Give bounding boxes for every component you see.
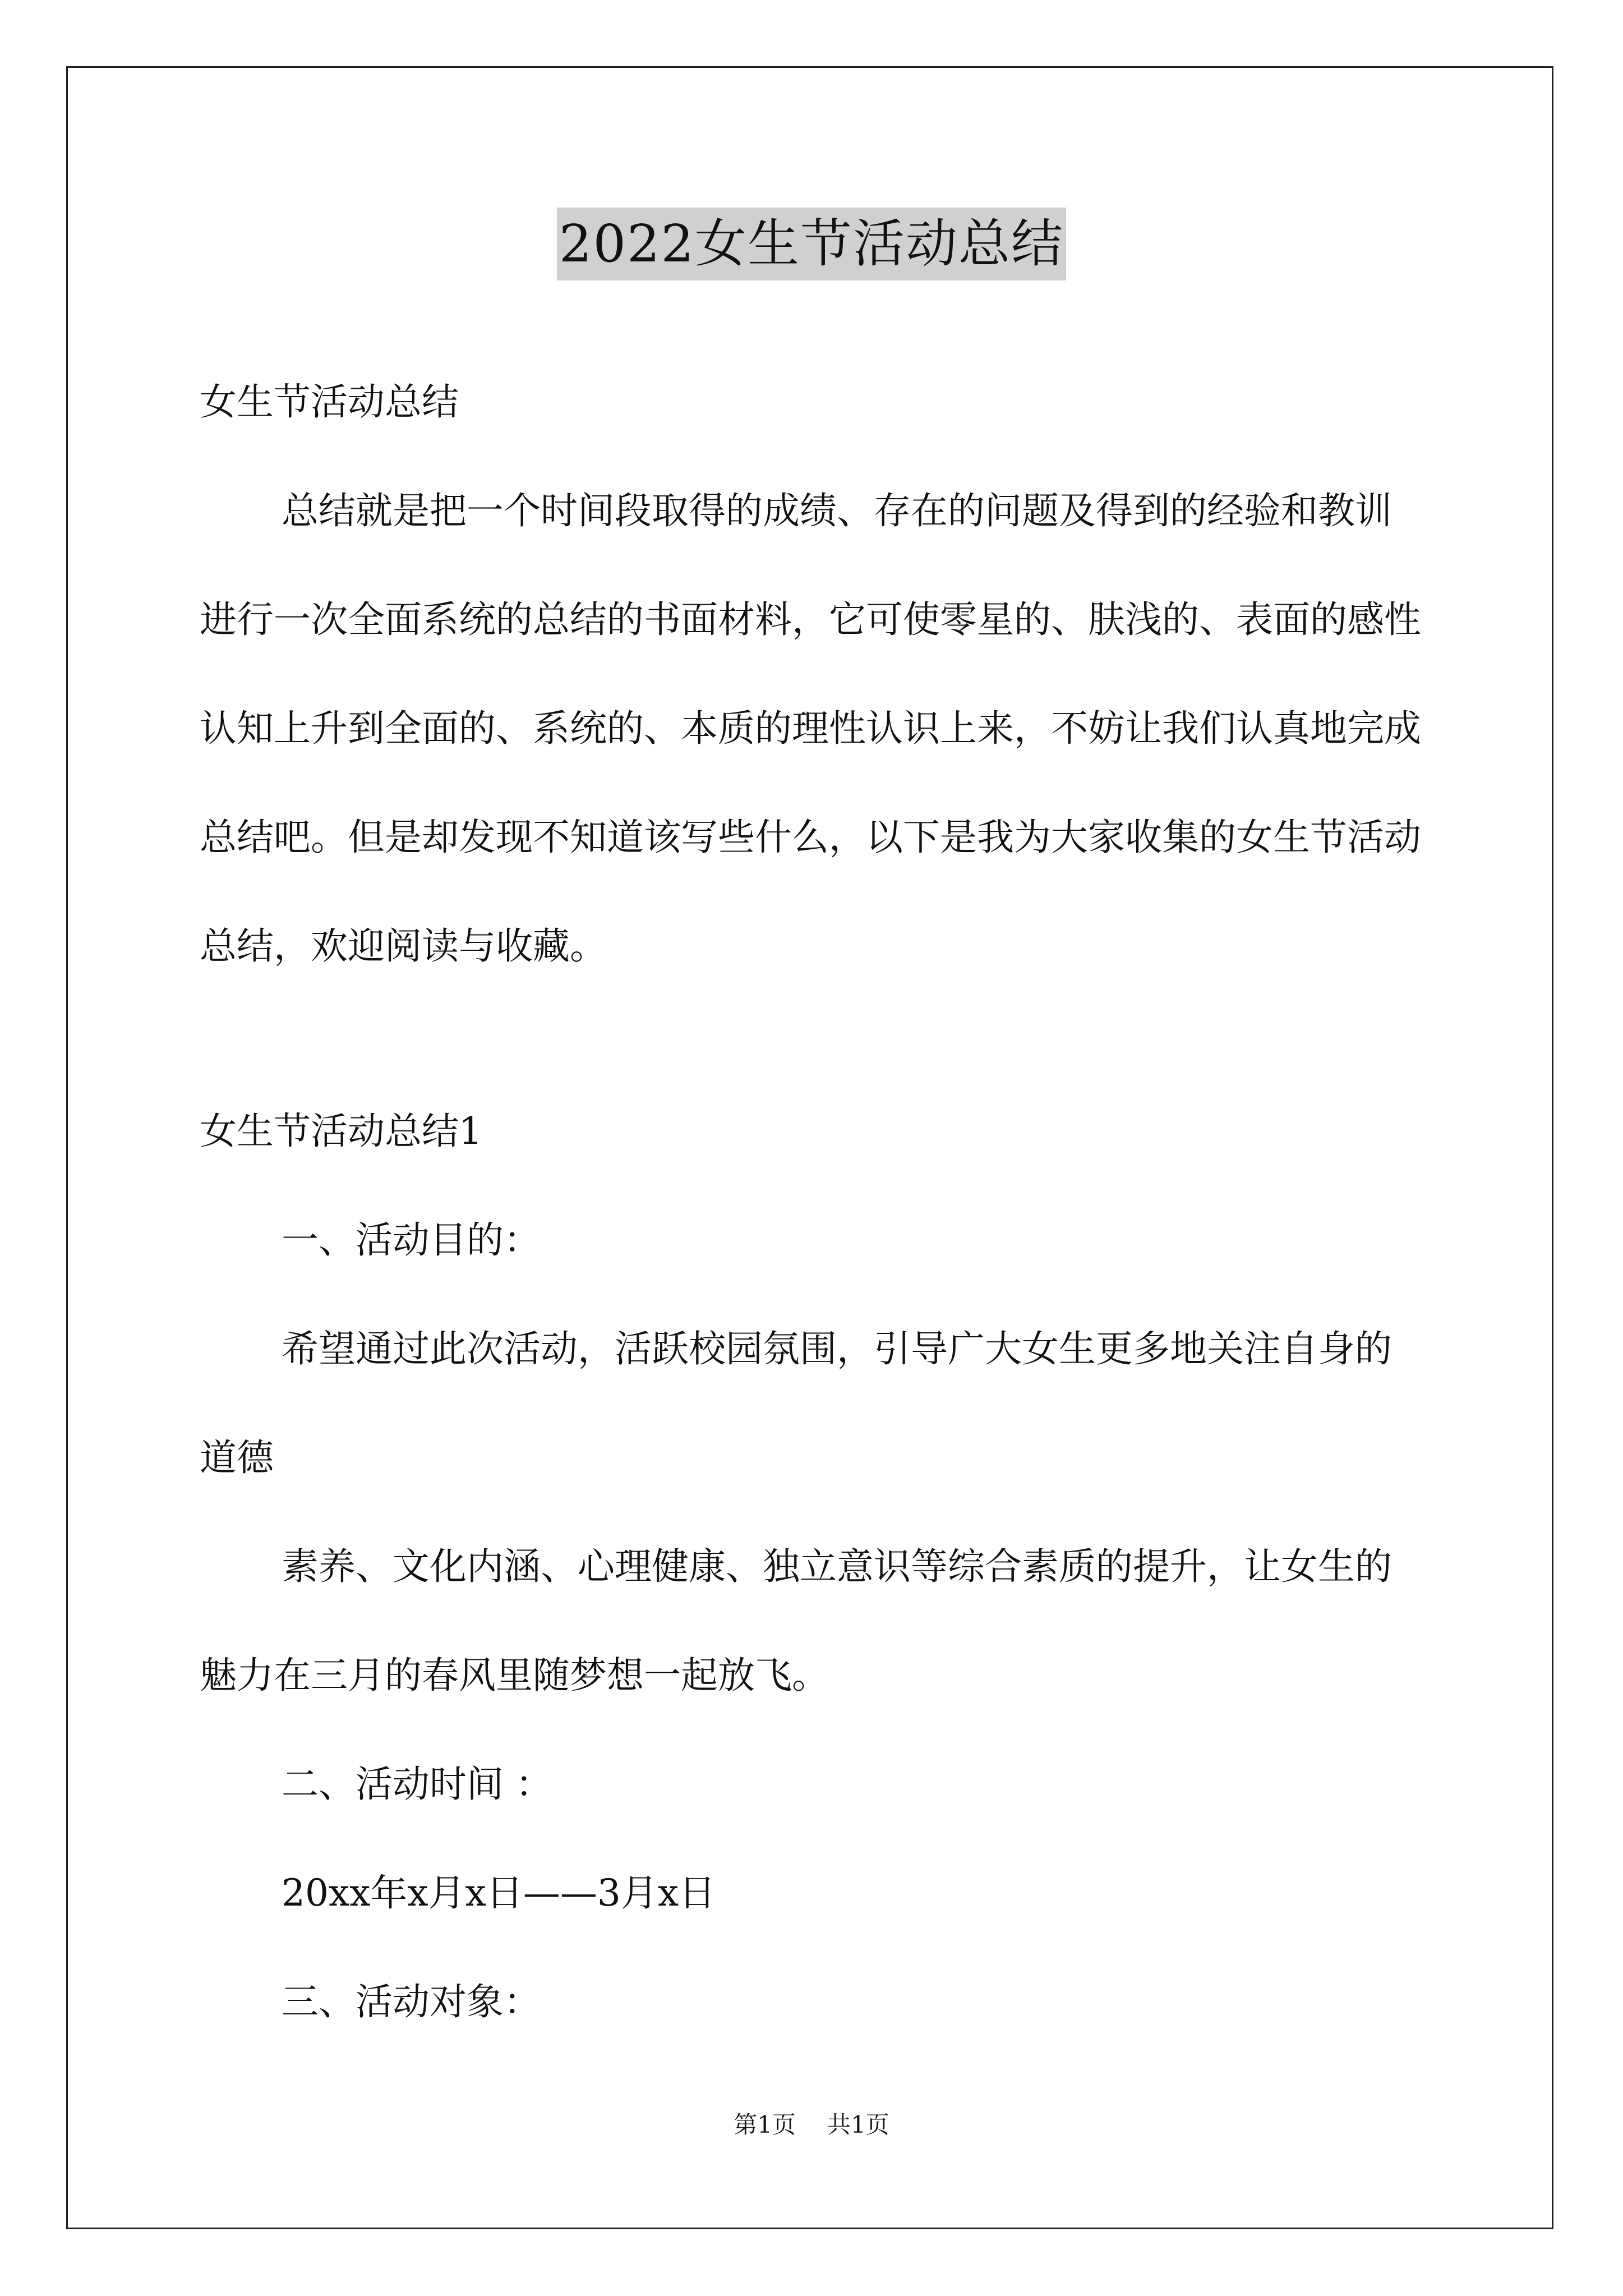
time-heading: 二、活动时间 ： (282, 1763, 552, 1806)
purpose-heading: 一、活动目的： (282, 1218, 541, 1262)
target-heading: 三、活动对象： (282, 1980, 541, 2023)
section-heading: 女生节活动总结1 (200, 1110, 482, 1153)
page-number: 第1页 (734, 2111, 796, 2138)
spacer (200, 1001, 1428, 1077)
page-footer (0, 2108, 1623, 2142)
intro-paragraph: 总结就是把一个时间段取得的成绩、存在的问题及得到的经验和教训进行一次全面系统的总结的书面材料，它可使零星的、肤浅的、表面的感性认知上升到全面的、系统的、本质的理性认识上来，不妨让我们认真地完成总结吧。但是却发现不知道该写些什么，以下是我为大家收集的女生节活动总结，欢迎阅读与收藏。 (200, 489, 1421, 968)
page-total: 共1页 (827, 2111, 889, 2138)
purpose-paragraph-1: 希望通过此次活动，活跃校园氛围，引导广大女生更多地关注自身的道德 (200, 1327, 1392, 1479)
purpose-paragraph-2: 素养、文化内涵、心理健康、独立意识等综合素质的提升，让女生的魅力在三月的春风里随梦想一起放飞。 (200, 1545, 1392, 1697)
document-body (200, 348, 1428, 2056)
document-title: 2022女生节活动总结 (557, 208, 1066, 280)
title-container (0, 208, 1623, 280)
subtitle: 女生节活动总结 (200, 380, 459, 424)
time-text: 20xx年x月x日——3月x日 (282, 1871, 716, 1915)
